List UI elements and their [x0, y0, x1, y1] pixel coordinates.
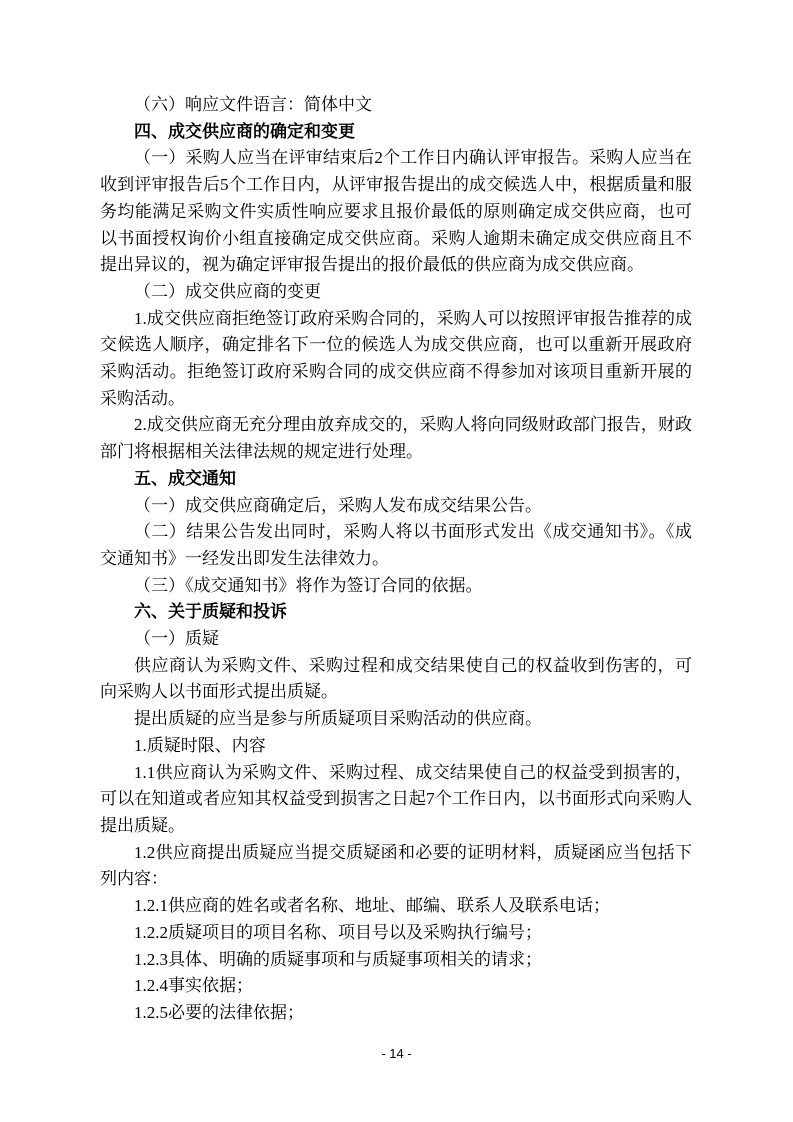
- paragraph: 1.2.3具体、明确的质疑事项和与质疑事项相关的请求；: [134, 949, 542, 969]
- paragraph: （一）成交供应商确定后，采购人发布成交结果公告。: [134, 495, 542, 515]
- section-heading: 六、关于质疑和投诉: [134, 602, 287, 622]
- paragraph: 1.1供应商认为采购文件、采购过程、成交结果使自己的权益受到损害的，可以在知道或者应知其权益受到损害之日起7个工作日内，以书面形式向采购人提出质疑。: [100, 762, 692, 835]
- paragraph: 供应商认为采购文件、采购过程和成交结果使自己的权益收到伤害的，可向采购人以书面形式提出质疑。: [100, 655, 692, 702]
- section-heading: 五、成交通知: [134, 468, 236, 488]
- paragraph: 1.2供应商提出质疑应当提交质疑函和必要的证明材料，质疑函应当包括下列内容：: [100, 842, 692, 889]
- paragraph: 1.2.1供应商的姓名或者名称、地址、邮编、联系人及联系电话；: [134, 896, 610, 916]
- paragraph: （一）采购人应当在评审结束后2个工作日内确认评审报告。采购人应当在收到评审报告后5个工作日内，从评审报告提出的成交候选人中，根据质量和服务均能满足采购文件实质性响应要求且报价最低的原则确定成交供应商，也可以书面授权询价小组直接确定成交供应商。采购人逾期未确定成交供应商且不提出异议的，视为确定评审报告提出的报价最低的供应商为成交供应商。: [100, 148, 692, 275]
- paragraph: （六）响应文件语言：简体中文: [134, 95, 372, 114]
- section-heading: 四、成交供应商的确定和变更: [134, 121, 355, 141]
- paragraph: 1.质疑时限、内容: [134, 735, 266, 755]
- paragraph: 1.2.2质疑项目的项目名称、项目号以及采购执行编号；: [134, 922, 542, 942]
- paragraph: （三）《成交通知书》将作为签订合同的依据。: [134, 575, 483, 595]
- page-number: - 14 -: [381, 1046, 412, 1061]
- paragraph: 1.2.5必要的法律依据；: [134, 1002, 304, 1022]
- paragraph: （一）质疑: [134, 629, 219, 649]
- document-body: [100, 92, 692, 1027]
- paragraph: 提出质疑的应当是参与所质疑项目采购活动的供应商。: [134, 709, 542, 729]
- paragraph: 1.2.4事实依据；: [134, 976, 253, 996]
- paragraph: 1.成交供应商拒绝签订政府采购合同的，采购人可以按照评审报告推荐的成交候选人顺序，确定排名下一位的候选人为成交供应商，也可以重新开展政府采购活动。拒绝签订政府采购合同的成交供应商不得参加对该项目重新开展的采购活动。: [100, 308, 692, 408]
- paragraph: 2.成交供应商无充分理由放弃成交的，采购人将向同级财政部门报告，财政部门将根据相关法律法规的规定进行处理。: [100, 415, 692, 462]
- paragraph: （二）成交供应商的变更: [134, 281, 321, 301]
- paragraph: （二）结果公告发出同时，采购人将以书面形式发出《成交通知书》。《成交通知书》一经发出即发生法律效力。: [100, 522, 692, 568]
